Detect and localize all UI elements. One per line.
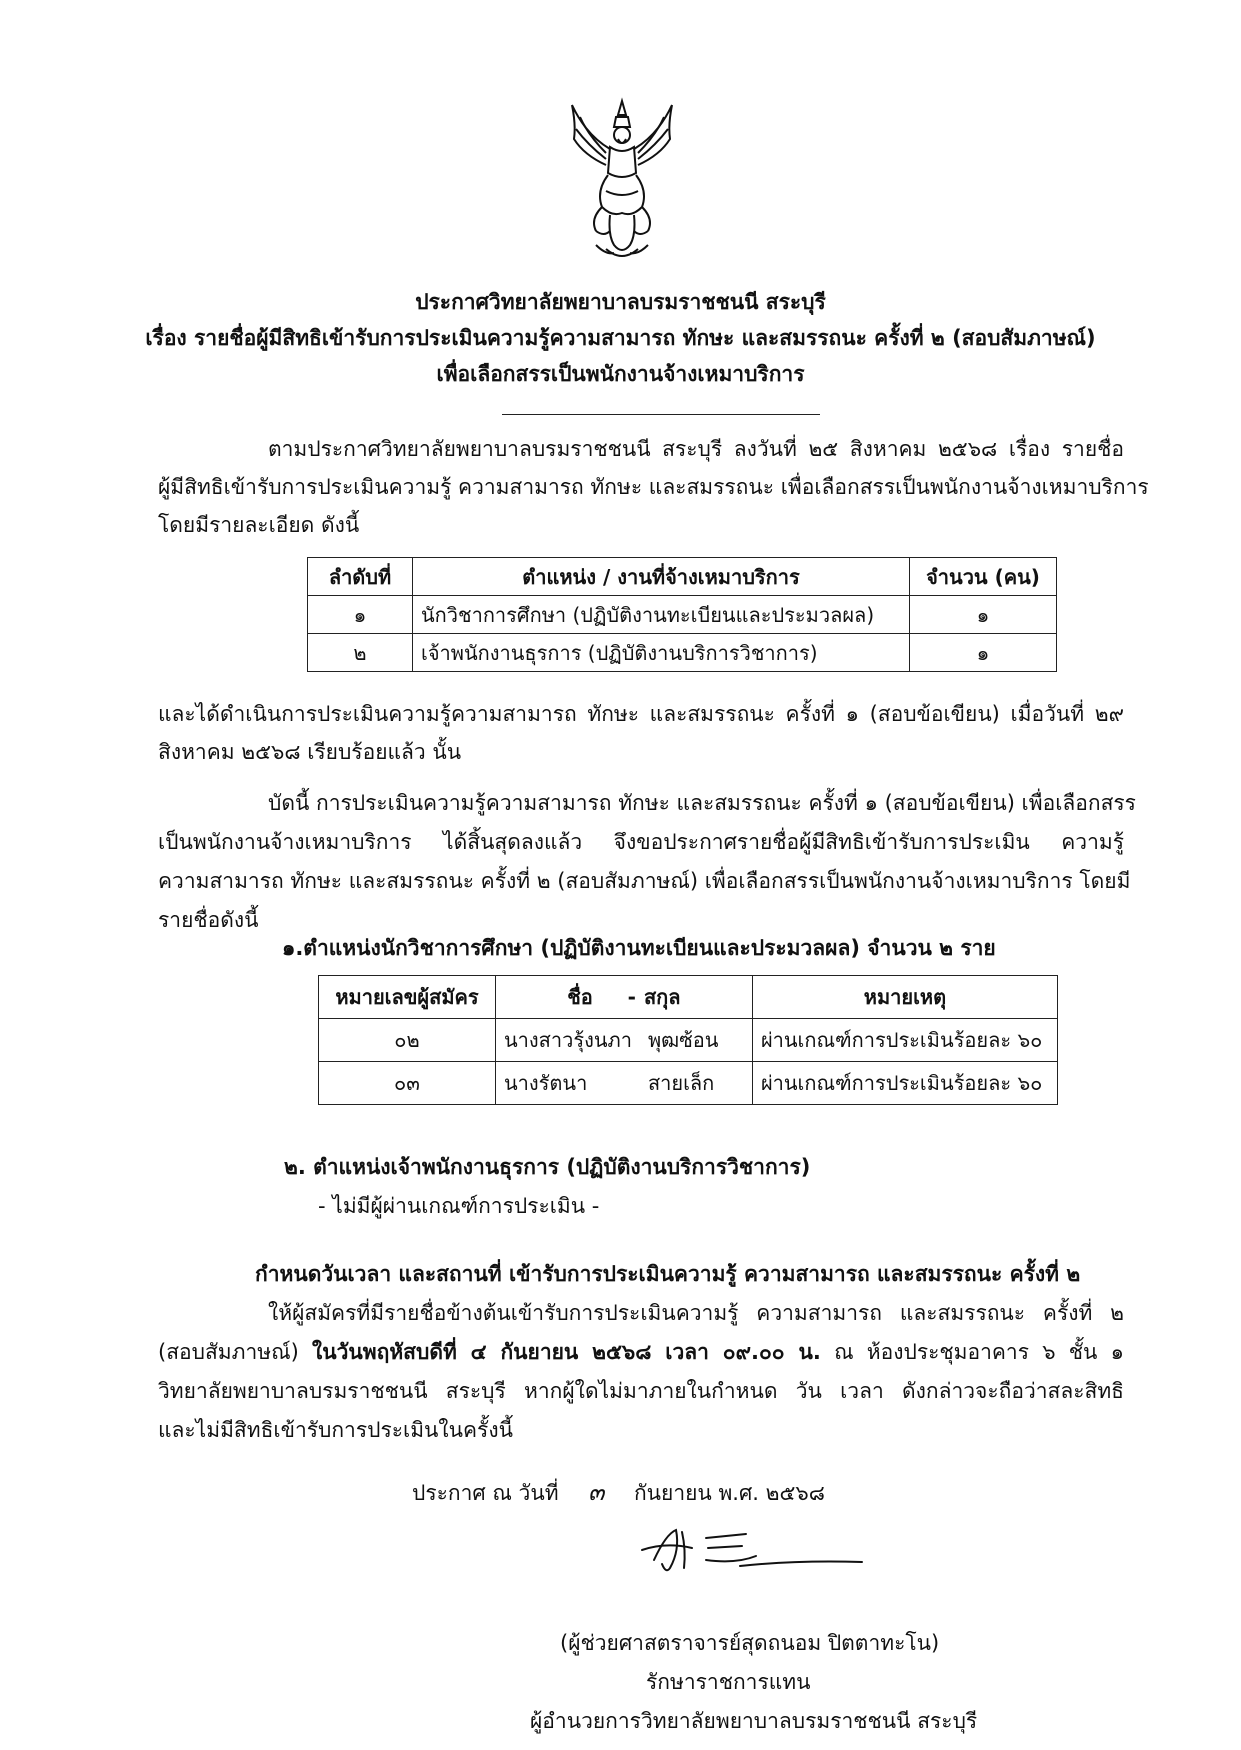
para2-line-2: สิงหาคม ๒๕๖๘ เรียบร้อยแล้ว นั้น [158,740,462,764]
signatory-name: (ผู้ช่วยศาสตราจารย์สุดถนอม ปิตตาทะโน) [560,1631,940,1655]
intro-line-1: ตามประกาศวิทยาลัยพยาบาลบรมราชชนนี สระบุรี ลงวันที่ ๒๕ สิงหาคม ๒๕๖๘ เรื่อง รายชื่อ [268,437,1124,461]
row-position: เจ้าพนักงานธุรการ (ปฏิบัติงานบริการวิชาการ) [413,634,910,672]
row-position: นักวิชาการศึกษา (ปฏิบัติงานทะเบียนและประมวลผล) [413,596,910,634]
row-count: ๑ [910,596,1057,634]
schedule-date-time: ในวันพฤหัสบดีที่ ๔ กันยายน ๒๕๖๘ เวลา ๐๙.๐๐ น. [312,1340,821,1364]
signature-mark [636,1520,866,1580]
row-surname: พุฒซ้อน [640,1019,753,1062]
schedule-line-4: และไม่มีสิทธิเข้ารับการประเมินในครั้งนี้ [158,1418,513,1442]
announce-suffix: กันยายน พ.ศ. ๒๕๖๘ [633,1481,825,1505]
signatory-role-2: ผู้อำนวยการวิทยาลัยพยาบาลบรมราชชนนี สระบุรี [530,1709,978,1733]
header-dash: - [627,985,636,1009]
signatory-role-1: รักษาราชการแทน [646,1670,811,1694]
table-header-row [319,976,1058,1019]
header-order: ลำดับที่ [308,558,413,596]
para3-line-1: บัดนี้ การประเมินความรู้ความสามารถ ทักษะ และสมรรถนะ ครั้งที่ ๑ (สอบข้อเขียน) เพื่อเลือกสรร [268,791,1136,815]
section2-note: - ไม่มีผู้ผ่านเกณฑ์การประเมิน - [318,1194,600,1218]
header-name [496,976,640,1019]
table-row [308,634,1057,672]
row-remark: ผ่านเกณฑ์การประเมินร้อยละ ๖๐ [752,1019,1057,1062]
section1-heading: ๑.ตำแหน่งนักวิชาการศึกษา (ปฏิบัติงานทะเบียนและประมวลผล) จำนวน ๒ ราย [282,936,996,960]
announcement-subject: เรื่อง รายชื่อผู้มีสิทธิเข้ารับการประเมินความรู้ความสามารถ ทักษะ และสมรรถนะ ครั้งที่ ๒ (สอบสัมภาษณ์) [145,326,1096,350]
schedule-line-2-pre: (สอบสัมภาษณ์) [158,1340,299,1364]
intro-line-2: ผู้มีสิทธิเข้ารับการประเมินความรู้ ความสามารถ ทักษะ และสมรรถนะ เพื่อเลือกสรรเป็นพนักงานจ้างเหมาบริการ [158,475,1149,499]
table-header-row [308,558,1057,596]
header-count: จำนวน (คน) [910,558,1057,596]
header-applicant-number: หมายเลขผู้สมัคร [319,976,496,1019]
row-applicant-number: ๐๒ [319,1019,496,1062]
announce-day: ๓ [588,1478,605,1506]
announcement-subject-line2: เพื่อเลือกสรรเป็นพนักงานจ้างเหมาบริการ [436,362,805,386]
para3-line-2: เป็นพนักงานจ้างเหมาบริการ ได้สิ้นสุดลงแล้ว จึงขอประกาศรายชื่อผู้มีสิทธิเข้ารับการประเมิน ความรู้ [158,830,1124,854]
table-row [319,1062,1058,1105]
header-surname: สกุล [640,976,753,1019]
table-row [308,596,1057,634]
announce-date-line [412,1472,825,1511]
header-first-name: ชื่อ [567,985,593,1009]
row-count: ๑ [910,634,1057,672]
schedule-line-3: วิทยาลัยพยาบาลบรมราชชนนี สระบุรี หากผู้ใดไม่มาภายในกำหนด วัน เวลา ดังกล่าวจะถือว่าสละสิทธิ [158,1379,1124,1403]
row-surname: สายเล็ก [640,1062,753,1105]
row-remark: ผ่านเกณฑ์การประเมินร้อยละ ๖๐ [752,1062,1057,1105]
section2-heading: ๒. ตำแหน่งเจ้าพนักงานธุรการ (ปฏิบัติงานบริการวิชาการ) [284,1155,811,1179]
schedule-line-1: ให้ผู้สมัครที่มีรายชื่อข้างต้นเข้ารับการประเมินความรู้ ความสามารถ และสมรรถนะ ครั้งที่ ๒ [268,1301,1124,1325]
table-row [319,1019,1058,1062]
row-order: ๑ [308,596,413,634]
header-position: ตำแหน่ง / งานที่จ้างเหมาบริการ [413,558,910,596]
schedule-line-2 [158,1336,1124,1369]
schedule-line-2-post: ณ ห้องประชุมอาคาร ๖ ชั้น ๑ [834,1340,1124,1364]
row-first-name: นางสาวรุ้งนภา [496,1019,640,1062]
candidates-table [318,975,1058,1105]
intro-line-3: โดยมีรายละเอียด ดังนี้ [158,513,360,537]
announce-prefix: ประกาศ ณ วันที่ [412,1481,559,1505]
row-order: ๒ [308,634,413,672]
para3-line-4: รายชื่อดังนี้ [158,908,259,932]
title-divider [502,414,820,415]
garuda-emblem-icon [566,95,678,265]
para2-line-1: และได้ดำเนินการประเมินความรู้ความสามารถ ทักษะ และสมรรถนะ ครั้งที่ ๑ (สอบข้อเขียน) เมื่อวันที่ ๒๙ [158,702,1124,726]
schedule-heading: กำหนดวันเวลา และสถานที่ เข้ารับการประเมินความรู้ ความสามารถ และสมรรถนะ ครั้งที่ ๒ [255,1262,1081,1286]
row-applicant-number: ๐๓ [319,1062,496,1105]
header-remark: หมายเหตุ [752,976,1057,1019]
positions-table [307,557,1057,672]
para3-line-3: ความสามารถ ทักษะ และสมรรถนะ ครั้งที่ ๒ (สอบสัมภาษณ์) เพื่อเลือกสรรเป็นพนักงานจ้างเหมาบริการ โดยมี [158,869,1131,893]
row-first-name: นางรัตนา [496,1062,640,1105]
announcement-title: ประกาศวิทยาลัยพยาบาลบรมราชชนนี สระบุรี [415,290,826,314]
